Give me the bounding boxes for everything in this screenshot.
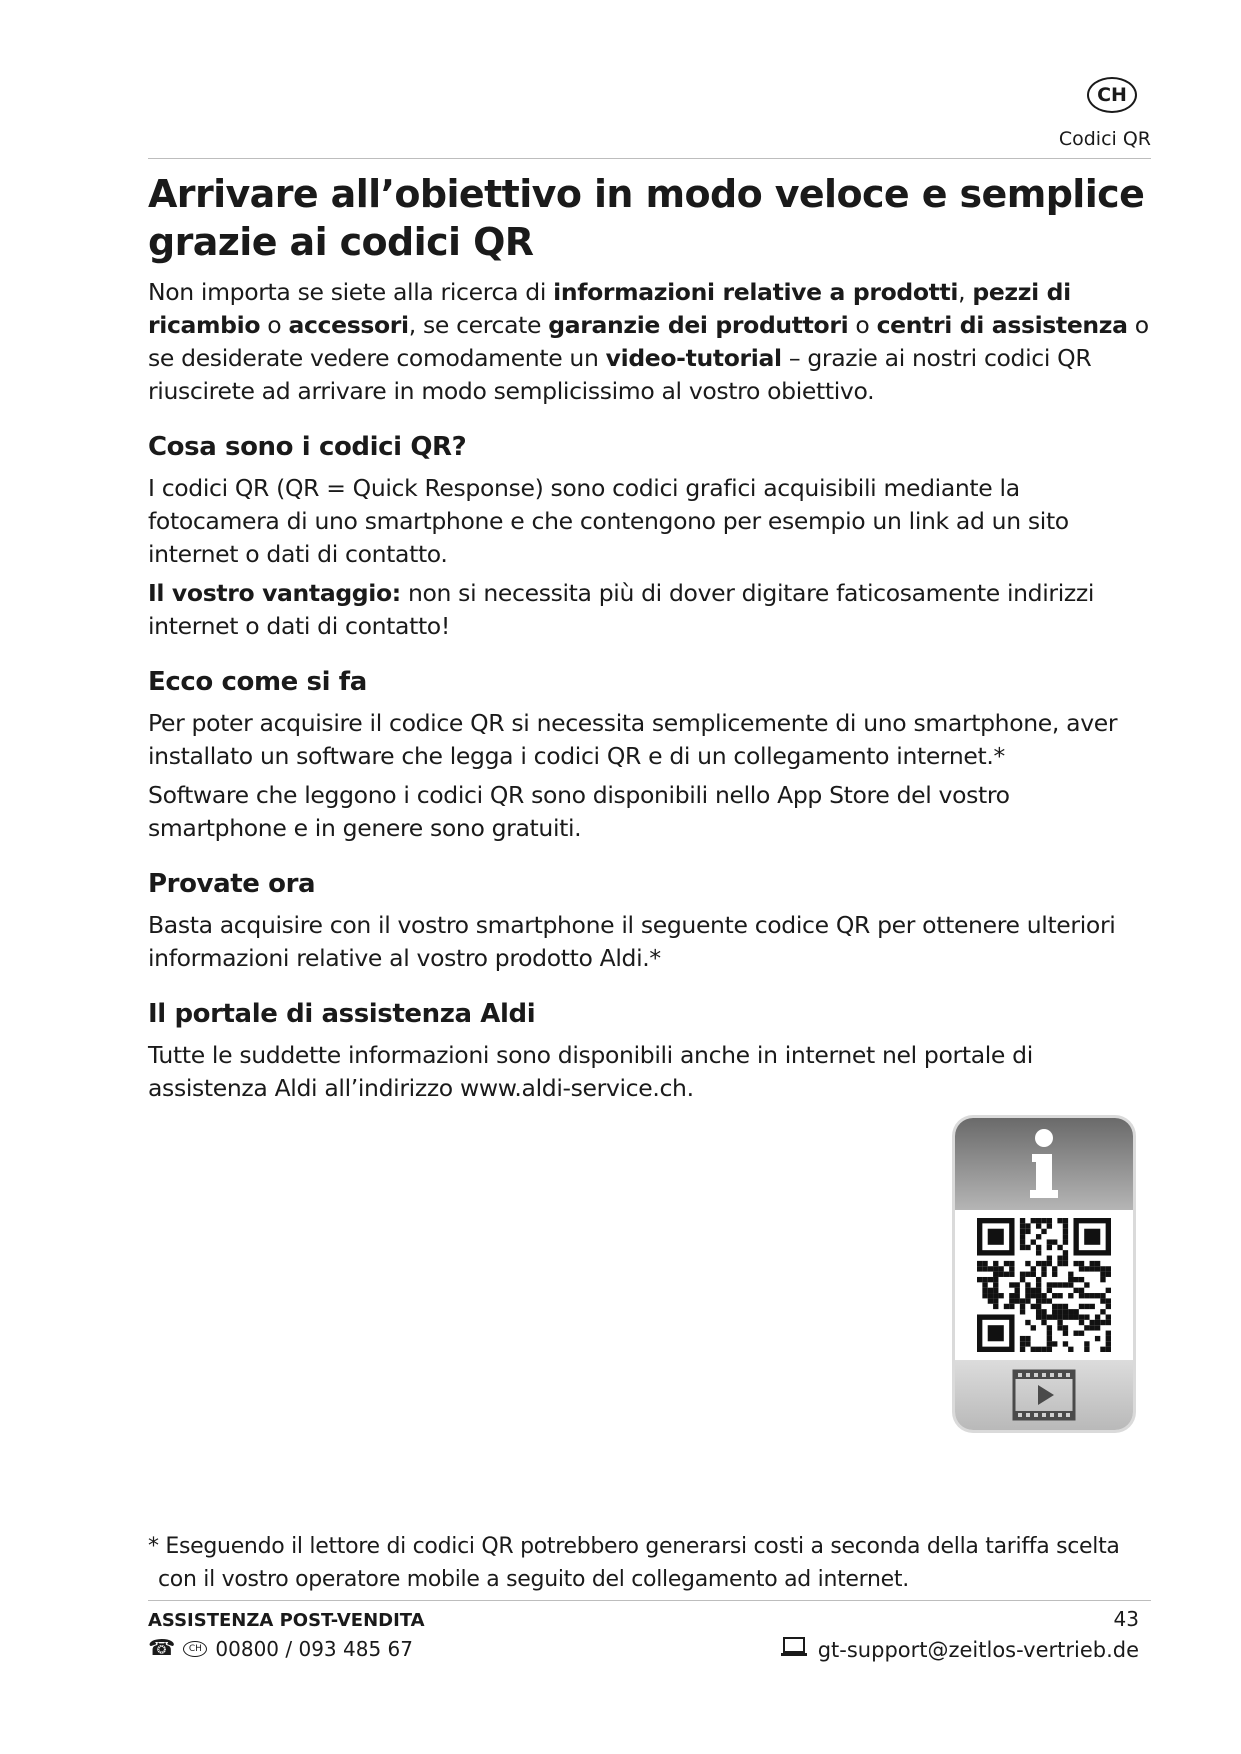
qr-code-card[interactable]: [955, 1118, 1133, 1430]
footer-email[interactable]: [780, 1636, 1139, 1663]
footnote-line-1: * Eseguendo il lettore di codici QR potrebbero generarsi costi a seconda della tariffa scelta: [148, 1534, 1120, 1559]
info-icon: [955, 1118, 1133, 1210]
footnote: [148, 1530, 1151, 1596]
phone-icon: ☎: [148, 1636, 176, 1661]
page-number: 43: [1113, 1607, 1139, 1631]
footer-title: ASSISTENZA POST-VENDITA: [148, 1610, 425, 1631]
footer-phone[interactable]: [148, 1636, 413, 1661]
footer-divider: [148, 1600, 1151, 1601]
qr-code: [955, 1210, 1133, 1360]
footnote-line-2: con il vostro operatore mobile a seguito del collegamento ad internet.: [158, 1567, 909, 1592]
laptop-icon: [780, 1636, 808, 1663]
how-paragraph-2: Software che leggono i codici QR sono disponibili nello App Store del vostro smartphone e in genere sono gratuiti.: [148, 781, 1010, 842]
country-badge: CH: [1087, 77, 1137, 113]
phone-country-badge: CH: [183, 1641, 207, 1657]
heading-how-to: Ecco come si fa: [148, 667, 367, 697]
heading-try-now: Provate ora: [148, 869, 316, 899]
section-label: Codici QR: [1058, 128, 1151, 150]
main-content: [148, 170, 1151, 1105]
phone-number: 00800 / 093 485 67: [215, 1636, 413, 1661]
video-play-icon: [955, 1360, 1133, 1430]
try-paragraph: Basta acquisire con il vostro smartphone il seguente codice QR per ottenere ulteriori informazioni relative al vostro prodotto Aldi.*: [148, 911, 1116, 972]
portal-paragraph: Tutte le suddette informazioni sono disponibili anche in internet nel portale di assistenza Aldi all’indirizzo www.aldi-service.ch.: [148, 1041, 1033, 1102]
support-email[interactable]: gt-support@zeitlos-vertrieb.de: [817, 1637, 1139, 1662]
heading-what-are-qr: Cosa sono i codici QR?: [148, 432, 467, 462]
heading-service-portal: Il portale di assistenza Aldi: [148, 999, 536, 1029]
intro-paragraph: Non importa se siete alla ricerca di informazioni relative a prodotti, pezzi di ricambio o accessori, se cercate garanzie dei produttori o centri di assistenza o se desiderate vedere comodamente un video-tutorial – grazie ai nostri codici QR riuscirete ad arrivare in modo semplicissimo al vostro obiettivo.: [148, 278, 1149, 405]
page-title: Arrivare all’obiettivo in modo veloce e semplice grazie ai codici QR: [148, 172, 1145, 264]
advantage-paragraph: Il vostro vantaggio: non si necessita più di dover digitare faticosamente indirizzi internet o dati di contatto!: [148, 579, 1095, 640]
how-paragraph-1: Per poter acquisire il codice QR si necessita semplicemente di uno smartphone, aver installato un software che legga i codici QR e di un collegamento internet.*: [148, 709, 1118, 770]
what-paragraph: I codici QR (QR = Quick Response) sono codici grafici acquisibili mediante la fotocamera di uno smartphone e che contengono per esempio un link ad un sito internet o dati di contatto.: [148, 474, 1069, 568]
header-divider: [148, 158, 1151, 159]
